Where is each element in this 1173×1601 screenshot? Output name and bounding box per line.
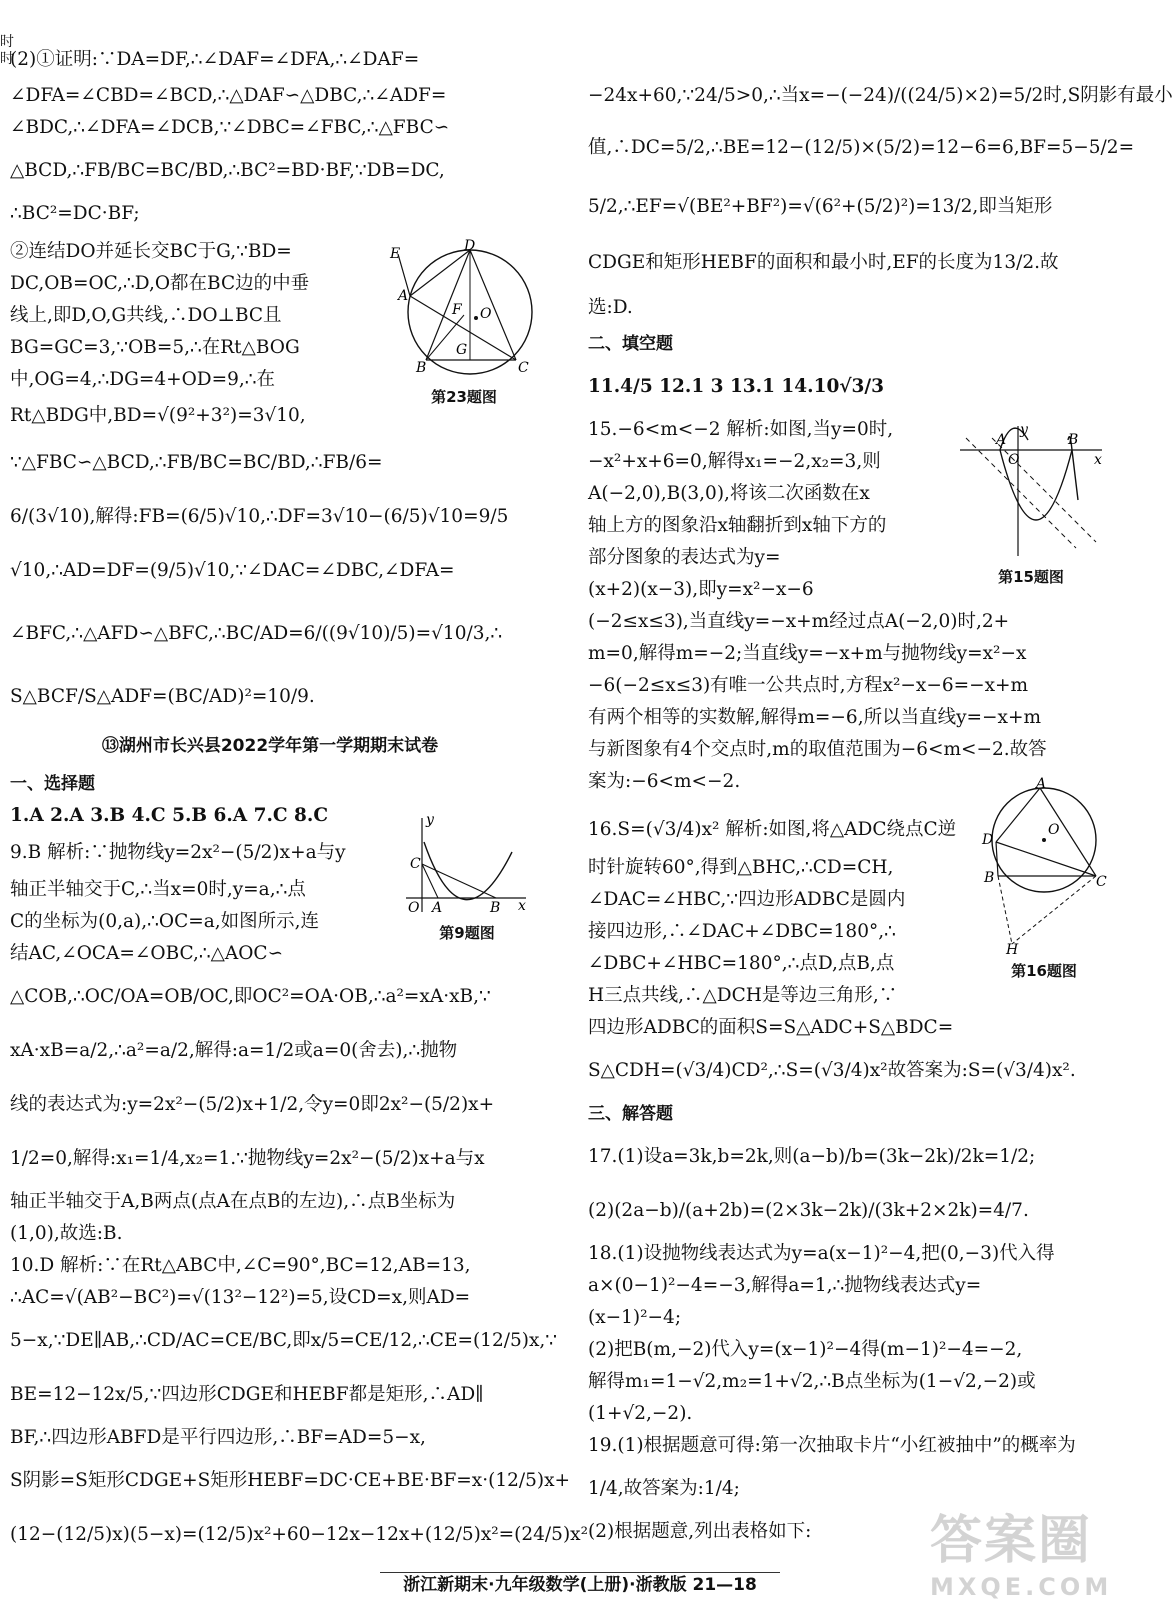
text-line: ∠DBC+∠HBC=180°,∴点D,点B,点 — [588, 953, 895, 974]
fig23-label: C — [518, 360, 529, 376]
figure-23 — [384, 240, 544, 407]
section-heading: 一、选择题 — [10, 774, 95, 794]
fig23-label: E — [390, 246, 401, 262]
text-line: (2)(2a−b)/(a+2b)=(2×3k−2k)/(3k+2×2k)=4/7. — [588, 1200, 1029, 1221]
text-line: BF,∴四边形ABFD是平行四边形,∴BF=AD=5−x, — [10, 1427, 426, 1448]
text-line: C的坐标为(0,a),∴OC=a,如图所示,连 — [10, 911, 320, 932]
text-line: ∴BC²=DC·BF; — [10, 203, 140, 224]
corner-mark: 时 时 — [0, 34, 14, 67]
text-line: ∠BDC,∴∠DFA=∠DCB,∵∠DBC=∠FBC,∴△FBC∽ — [10, 117, 450, 138]
text-line: 时针旋转60°,得到△BHC,∴CD=CH, — [588, 857, 894, 878]
fig16-label: B — [984, 870, 995, 886]
fig15-label: x — [1094, 452, 1102, 468]
text-line: H三点共线,∴△DCH是等边三角形,∵ — [588, 985, 898, 1006]
fig15-label: B — [1068, 432, 1079, 448]
fig16-label: H — [1006, 942, 1019, 958]
text-line: −24x+60,∵24/5>0,∴当x=−(−24)/((24/5)×2)=5/2时,S阴影有最小 — [588, 85, 1173, 106]
fig16-label: C — [1096, 874, 1107, 890]
text-line: xA·xB=a/2,∴a²=a/2,解得:a=1/2或a=0(舍去),∴抛物 — [10, 1040, 458, 1061]
figure-23-diagram — [384, 240, 544, 380]
text-line: 19.(1)根据题意可得:第一次抽取卡片“小红被抽中”的概率为 — [588, 1435, 1076, 1456]
fig9-label: B — [490, 900, 501, 916]
text-line: ∵△FBC∽△BCD,∴FB/BC=BC/BD,∴FB/6= — [10, 452, 383, 473]
text-line: √10,∴AD=DF=(9/5)√10,∵∠DAC=∠DBC,∠DFA= — [10, 560, 455, 581]
fig23-label: B — [416, 360, 427, 376]
text-line: 1/2=0,解得:x₁=1/4,x₂=1.∵抛物线y=2x²−(5/2)x+a与x — [10, 1148, 485, 1169]
text-line: BG=GC=3,∵OB=5,∴在Rt△BOG — [10, 337, 300, 358]
text-line: m=0,解得m=−2;当直线y=−x+m与抛物线y=x²−x — [588, 643, 1027, 664]
text-line: ∠DAC=∠HBC,∵四边形ADBC是圆内 — [588, 889, 906, 910]
text-line: ∠BFC,∴△AFD∽△BFC,∴BC/AD=6/((9√10)/5)=√10/3,∴ — [10, 623, 503, 644]
figure-9-diagram — [402, 812, 532, 916]
fig15-label: A — [996, 432, 1007, 448]
text-line: (x−1)²−4; — [588, 1307, 682, 1328]
exam-title: ⑬湖州市长兴县2022学年第一学期期末试卷 — [101, 736, 439, 756]
text-line: ∴AC=√(AB²−BC²)=√(13²−12²)=5,设CD=x,则AD= — [10, 1287, 471, 1308]
text-line: a×(0−1)²−4=−3,解得a=1,∴抛物线表达式y= — [588, 1275, 982, 1296]
text-line: 轴正半轴交于A,B两点(点A在点B的左边),∴点B坐标为 — [10, 1191, 456, 1212]
watermark-logo — [930, 1498, 1120, 1601]
fig23-label: A — [398, 288, 409, 304]
text-line: Rt△BDG中,BD=√(9²+3²)=3√10, — [10, 405, 306, 426]
text-line: S△BCF/S△ADF=(BC/AD)²=10/9. — [10, 686, 315, 707]
text-line: (1,0),故选:B. — [10, 1223, 123, 1244]
fig23-label: D — [464, 238, 476, 254]
fig16-label: D — [982, 832, 994, 848]
text-line: 9.B 解析:∵抛物线y=2x²−(5/2)x+a与y — [10, 842, 346, 863]
text-line: 5/2,∴EF=√(BE²+BF²)=√(6²+(5/2)²)=13/2,即当矩形 — [588, 196, 1053, 217]
page-footer: 浙江新期末·九年级数学(上册)·浙教版 21—18 — [380, 1572, 780, 1597]
text-line: (2)把B(m,−2)代入y=(x−1)²−4得(m−1)²−4=−2, — [588, 1339, 1023, 1360]
text-line: 线上,即D,O,G共线,∴DO⊥BC且 — [10, 305, 282, 326]
watermark-text: 答案圈 — [930, 1511, 1093, 1571]
text-line: 与新图象有4个交点时,m的取值范围为−6<m<−2.故答 — [588, 739, 1047, 760]
text-line: DC,OB=OC,∴D,O都在BC边的中垂 — [10, 273, 310, 294]
section-heading: 三、解答题 — [588, 1104, 673, 1124]
text-line: △BCD,∴FB/BC=BC/BD,∴BC²=BD·BF,∵DB=DC, — [10, 160, 445, 181]
text-line: CDGE和矩形HEBF的面积和最小时,EF的长度为13/2.故 — [588, 252, 1059, 273]
text-line: ∠DFA=∠CBD=∠BCD,∴△DAF∽△DBC,∴∠ADF= — [10, 85, 447, 106]
text-line: ②连结DO并延长交BC于G,∵BD= — [10, 241, 292, 262]
figure-16 — [978, 776, 1110, 981]
fig9-label: y — [426, 812, 434, 828]
text-line: 结AC,∠OCA=∠OBC,∴△AOC∽ — [10, 943, 284, 964]
text-line: 18.(1)设抛物线表达式为y=a(x−1)²−4,把(0,−3)代入得 — [588, 1243, 1055, 1264]
text-line: 值,∴DC=5/2,∴BE=12−(12/5)×(5/2)=12−6=6,BF=5−5/2= — [588, 137, 1135, 158]
text-line: (x+2)(x−3),即y=x²−x−6 — [588, 579, 814, 600]
figure-23-caption: 第23题图 — [431, 388, 497, 406]
text-line: 轴上方的图象沿x轴翻折到x轴下方的 — [588, 515, 887, 536]
figure-15-diagram — [956, 420, 1106, 560]
text-line: △COB,∴OC/OA=OB/OC,即OC²=OA·OB,∴a²=xA·xB,∵ — [10, 986, 491, 1007]
fig16-label: A — [1036, 776, 1047, 792]
text-line: (−2≤x≤3),当直线y=−x+m经过点A(−2,0)时,2+ — [588, 611, 1010, 632]
figure-9-caption: 第9题图 — [439, 924, 495, 942]
fig23-label: O — [480, 306, 492, 322]
fig9-label: C — [410, 856, 421, 872]
fig15-label: y — [1020, 422, 1028, 438]
text-line: 17.(1)设a=3k,b=2k,则(a−b)/b=(3k−2k)/2k=1/2; — [588, 1146, 1036, 1167]
text-line: 1/4,故答案为:1/4; — [588, 1478, 740, 1499]
text-line: −6(−2≤x≤3)有唯一公共点时,方程x²−x−6=−x+m — [588, 675, 1029, 696]
text-line: 中,OG=4,∴DG=4+OD=9,∴在 — [10, 369, 276, 390]
section-heading: 二、填空题 — [588, 334, 673, 354]
figure-15-caption: 第15题图 — [998, 568, 1064, 586]
fig16-label: O — [1048, 822, 1060, 838]
fig9-label: O — [408, 900, 420, 916]
text-line: 6/(3√10),解得:FB=(6/5)√10,∴DF=3√10−(6/5)√10=9/5 — [10, 506, 509, 527]
figure-16-diagram — [978, 776, 1110, 958]
text-line: −x²+x+6=0,解得x₁=−2,x₂=3,则 — [588, 451, 881, 472]
fig9-label: A — [432, 900, 443, 916]
text-line: A(−2,0),B(3,0),将该二次函数在x — [588, 483, 870, 504]
fig9-label: x — [518, 898, 526, 914]
text-line: (2)①证明:∵DA=DF,∴∠DAF=∠DFA,∴∠DAF= — [10, 49, 420, 70]
text-line: 案为:−6<m<−2. — [588, 771, 741, 792]
text-line: S阴影=S矩形CDGE+S矩形HEBF=DC·CE+BE·BF=x·(12/5)x+ — [10, 1470, 571, 1491]
text-line: S△CDH=(√3/4)CD²,∴S=(√3/4)x²故答案为:S=(√3/4)x². — [588, 1060, 1076, 1081]
choice-answers: 1.A 2.A 3.B 4.C 5.B 6.A 7.C 8.C — [10, 805, 329, 826]
fig23-label: F — [452, 302, 462, 318]
figure-16-caption: 第16题图 — [1011, 962, 1077, 980]
text-line: 解得m₁=1−√2,m₂=1+√2,∴B点坐标为(1−√2,−2)或 — [588, 1371, 1036, 1392]
text-line: 线的表达式为:y=2x²−(5/2)x+1/2,令y=0即2x²−(5/2)x+ — [10, 1094, 495, 1115]
text-line: 10.D 解析:∵在Rt△ABC中,∠C=90°,BC=12,AB=13, — [10, 1255, 471, 1276]
text-line: 15.−6<m<−2 解析:如图,当y=0时, — [588, 419, 894, 440]
text-line: 选:D. — [588, 297, 633, 318]
text-line: 轴正半轴交于C,∴当x=0时,y=a,∴点 — [10, 879, 306, 900]
fill-answers: 11.4/5 12.1 3 13.1 14.10√3/3 — [588, 376, 885, 397]
text-line: 5−x,∵DE∥AB,∴CD/AC=CE/BC,即x/5=CE/12,∴CE=(12/5)x,∵ — [10, 1330, 558, 1351]
fig15-label: O — [1008, 452, 1020, 468]
figure-9 — [402, 812, 532, 943]
text-line: 接四边形,∴∠DAC+∠DBC=180°,∴ — [588, 921, 896, 942]
text-line: 四边形ADBC的面积S=S△ADC+S△BDC= — [588, 1017, 954, 1038]
text-line: 部分图象的表达式为y= — [588, 547, 781, 568]
figure-15 — [956, 420, 1106, 587]
text-line: 16.S=(√3/4)x² 解析:如图,将△ADC绕点C逆 — [588, 819, 957, 840]
fig23-label: G — [456, 342, 468, 358]
text-line: (1+√2,−2). — [588, 1403, 693, 1424]
text-line: 有两个相等的实数解,解得m=−6,所以当直线y=−x+m — [588, 707, 1042, 728]
text-line: BE=12−12x/5,∵四边形CDGE和HEBF都是矩形,∴AD∥ — [10, 1384, 484, 1405]
text-line: (2)根据题意,列出表格如下: — [588, 1521, 812, 1542]
text-line: (12−(12/5)x)(5−x)=(12/5)x²+60−12x−12x+(12/5)x²=(24/5)x² — [10, 1524, 589, 1545]
watermark-url: MXQE.COM — [930, 1573, 1113, 1601]
